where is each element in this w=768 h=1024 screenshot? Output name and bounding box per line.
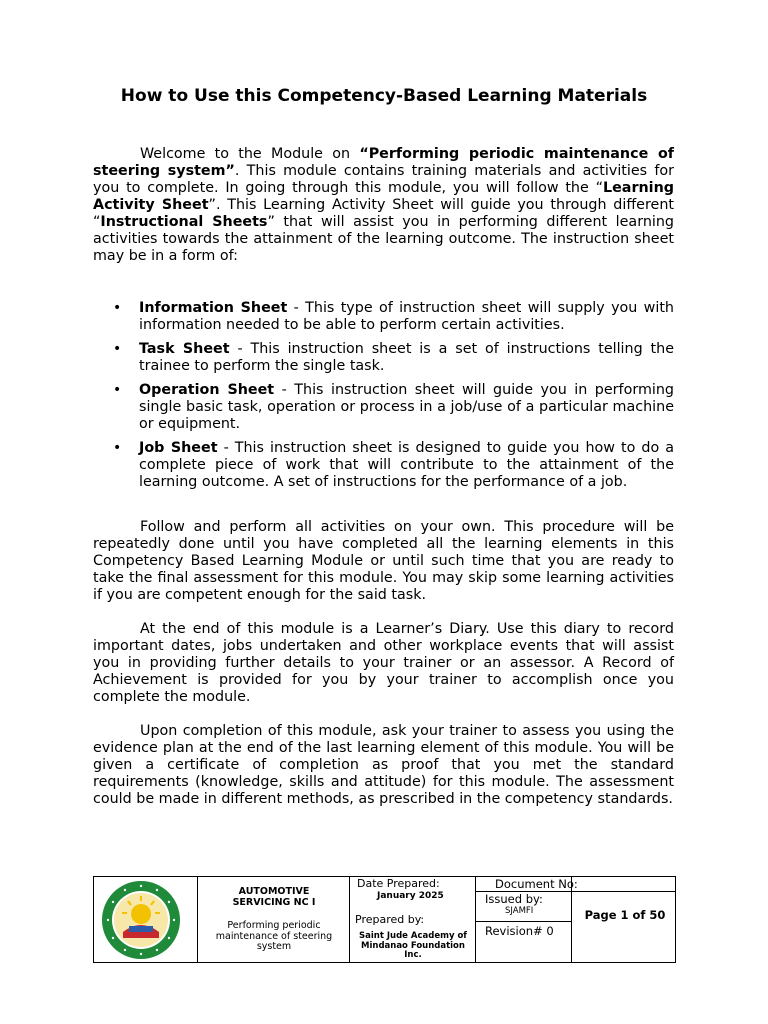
learning-activity-sheet-term: Learning Activity Sheet	[93, 180, 674, 213]
issued-by-label: Issued by:	[485, 892, 543, 906]
document-footer-table	[93, 876, 676, 963]
page-number: Page 1 of 50	[584, 908, 666, 922]
sheet-name: Task Sheet	[139, 341, 230, 357]
intro-text: Welcome to the Module on	[140, 146, 360, 162]
list-item	[93, 382, 674, 433]
bullet: •	[113, 382, 122, 398]
revision-number: Revision# 0	[485, 924, 554, 938]
list-item	[93, 440, 674, 491]
bullet: •	[113, 341, 122, 357]
intro-text: ”. This Learning Activity Sheet will guide you through different “	[93, 197, 674, 230]
intro-text: . This module contains training materials and activities for you to complete. In going through this module, you will follow the “	[93, 163, 674, 196]
bullet: •	[113, 440, 122, 456]
document-number-label: Document No:	[495, 877, 578, 891]
sheet-name: Information Sheet	[139, 300, 288, 316]
sheet-types-list	[93, 300, 674, 491]
intro-paragraph	[93, 146, 674, 265]
module-name: “Performing periodic maintenance of steering system”	[93, 146, 674, 179]
intro-text: ” that will assist you in performing different learning activities towards the attainment of the learning outcome. The instruction sheet may be in a form of:	[93, 214, 674, 264]
prepared-by-value: Saint Jude Academy of Mindanao Foundation Inc.	[359, 931, 467, 960]
bullet: •	[113, 300, 122, 316]
follow-paragraph: Follow and perform all activities on your own. This procedure will be repeatedly done until you have completed all the learning elements in this Competency Based Learning Module or until such time that you are ready to take the final assessment for this module. You may skip some learning activities if you are competent enough for the said task.	[93, 519, 674, 603]
module-title: Performing periodic maintenance of steering system	[215, 920, 333, 952]
sheet-description: - This instruction sheet is a set of instructions telling the trainee to perform the single task.	[139, 341, 674, 374]
sheet-description: - This instruction sheet will guide you in performing single basic task, operation or process in a job/use of a particular machine or equipment.	[139, 382, 675, 432]
issued-by-value: SJAMFI	[505, 906, 534, 916]
instructional-sheets-term: Instructional Sheets	[100, 214, 268, 230]
diary-paragraph: At the end of this module is a Learner’s Diary. Use this diary to record important dates, jobs undertaken and other workplace events that will assist you in providing further details to your trainer or an assessor. A Record of Achievement is provided for you by your trainer to accomplish once you complete the module.	[93, 621, 674, 705]
page-title: How to Use this Competency-Based Learning Materials	[120, 86, 648, 106]
sheet-description: - This instruction sheet is designed to guide you how to do a complete piece of work that will contribute to the attainment of the learning outcome. A set of instructions for the performance of a job.	[139, 440, 674, 490]
sheet-name: Operation Sheet	[139, 382, 275, 398]
school-seal-logo	[101, 880, 181, 960]
prepared-by-label: Prepared by:	[355, 913, 425, 926]
sheet-description: - This type of instruction sheet will supply you with information needed to be able to perform certain activities.	[139, 300, 674, 333]
date-prepared-value: January 2025	[377, 891, 444, 901]
sheet-name: Job Sheet	[139, 440, 218, 456]
qualification-title: AUTOMOTIVE SERVICING NC I	[232, 886, 316, 908]
list-item	[93, 300, 674, 334]
completion-paragraph: Upon completion of this module, ask your trainer to assess you using the evidence plan at the end of the last learning element of this module. You will be given a certificate of completion as proof that you met the standard requirements (knowledge, skills and attitude) for this module. The assessment could be made in different methods, as prescribed in the competency standards.	[93, 723, 674, 807]
body-content	[93, 146, 674, 808]
list-item	[93, 341, 674, 375]
date-prepared-label: Date Prepared:	[357, 877, 440, 890]
